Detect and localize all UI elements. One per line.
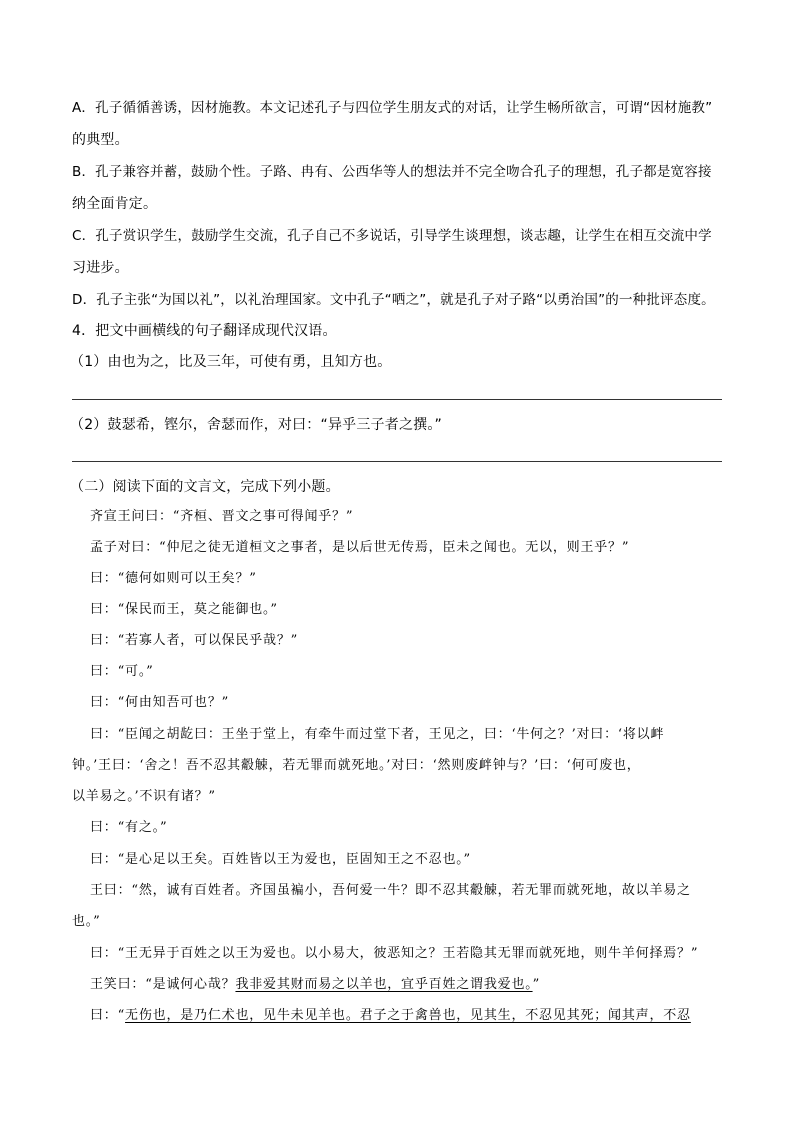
passage-line [90, 1006, 691, 1026]
answer-line-2 [72, 461, 722, 462]
option-b-line-1: B．孔子兼容并蓄，鼓励个性。子路、冉有、公西华等人的想法并不完全吻合孔子的理想，孔子都是宽容接 [72, 164, 712, 180]
underlined-sentence-1: 我非爱其财而易之以羊也，宜乎百姓之谓我爱也。 [235, 977, 533, 992]
section-2-intro: （二）阅读下面的文言文，完成下列小题。 [70, 479, 340, 495]
underlined-sentence-2: 无伤也，是乃仁术也，见牛未见羊也。君子之于禽兽也，见其生，不忍见其死；闻其声，不忍 [125, 1008, 691, 1023]
option-a-line-2: 的典型。 [72, 132, 129, 148]
passage-line: 也。” [72, 914, 101, 929]
option-d-line: D．孔子主张“为国以礼”，以礼治理国家。文中孔子“哂之”，就是孔子对子路“以勇治国”的一种批评态度。 [72, 292, 715, 308]
passage-line: 曰：“是心足以王矣。百姓皆以王为爱也，臣固知王之不忍也。” [90, 852, 471, 867]
passage-line: 曰：“臣闻之胡龁曰：王坐于堂上，有牵牛而过堂下者，王见之，曰：‘牛何之？’对曰：‘将以衅 [90, 727, 665, 742]
passage-line: 曰：“王无异于百姓之以王为爱也。以小易大，彼恶知之？王若隐其无罪而就死地，则牛羊何择焉？” [90, 946, 699, 961]
passage-text: 王笑曰：“是诚何心哉？ [90, 977, 236, 992]
passage-line: 曰：“德何如则可以王矣？” [90, 571, 257, 586]
question-4-sentence-2: （2）鼓瑟希，铿尔，舍瑟而作，对曰：“异乎三子者之撰。” [70, 417, 443, 433]
option-c-line-1: C．孔子赏识学生，鼓励学生交流，孔子自己不多说话，引导学生谈理想，谈志趣，让学生在相互交流中学 [72, 228, 712, 244]
passage-line: 曰：“何由知吾可也？” [90, 695, 230, 710]
passage-line: 曰：“可。” [90, 664, 154, 679]
question-4-sentence-1: （1）由也为之，比及三年，可使有勇，且知方也。 [70, 354, 392, 370]
option-b-line-2: 纳全面肯定。 [72, 196, 158, 212]
option-c-line-2: 习进步。 [72, 260, 129, 276]
passage-text: 曰：“ [90, 1008, 126, 1023]
passage-line: 曰：“若寡人者，可以保民乎哉？” [90, 633, 299, 648]
passage-line: 曰：“保民而王，莫之能御也。” [90, 602, 278, 617]
question-4-title: 4．把文中画横线的句子翻译成现代汉语。 [72, 323, 337, 339]
passage-line: 以羊易之。’不识有诸？” [72, 789, 216, 804]
passage-line [90, 975, 540, 995]
answer-line-1 [72, 399, 722, 400]
passage-line: 王曰：“然，诚有百姓者。齐国虽褊小，吾何爱一牛？即不忍其觳觫，若无罪而就死地，故以羊易之 [90, 883, 691, 898]
passage-line: 孟子对曰：“仲尼之徒无道桓文之事者，是以后世无传焉，臣未之闻也。无以，则王乎？” [90, 540, 630, 555]
passage-line: 曰：“有之。” [90, 820, 168, 835]
option-a-line-1: A．孔子循循善诱，因材施教。本文记述孔子与四位学生朋友式的对话，让学生畅所欲言，可谓“因材施教” [72, 100, 713, 116]
passage-line: 齐宣王问曰：“齐桓、晋文之事可得闻乎？” [90, 509, 354, 524]
passage-line: 钟。’王曰：‘舍之！吾不忍其觳觫，若无罪而就死地。’对曰：‘然则废衅钟与？’曰：‘何可废也， [72, 758, 641, 773]
passage-text: ” [532, 977, 541, 992]
